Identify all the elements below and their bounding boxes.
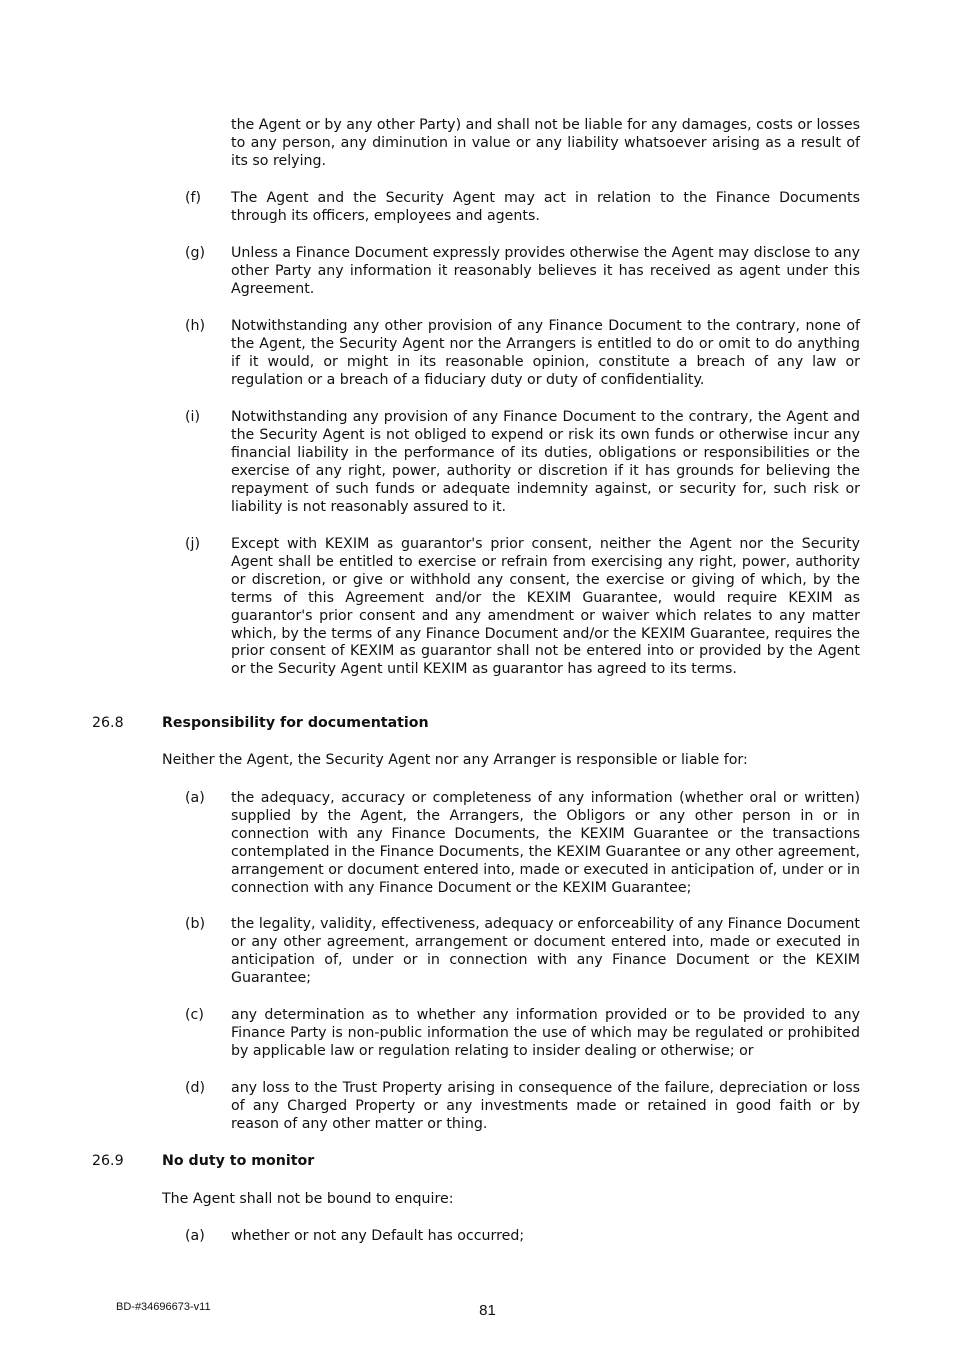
section-268-number: 26.8 xyxy=(92,715,124,731)
section-269-intro: The Agent shall not be bound to enquire: xyxy=(162,1191,454,1207)
item-268-c-label: (c) xyxy=(185,1007,204,1023)
clause-j-label: (j) xyxy=(185,536,201,552)
clause-f-label: (f) xyxy=(185,190,202,206)
section-269-title: No duty to monitor xyxy=(162,1153,315,1169)
item-268-a-text: the adequacy, accuracy or completeness of any information (whether oral or written) supplied by the Agent, the Arrangers, the Obligors or any other person in or in connection with any Finance Documents, the KEXIM Guarantee or the transactions contemplated in the Finance Documents, the KEXIM Guarantee or any other agreement, arrangement or document entered into, made or executed in anticipation of, under or in connection with any Finance Document or the KEXIM Guarantee; xyxy=(231,790,860,896)
continuation-paragraph: the Agent or by any other Party) and shall not be liable for any damages, costs or losses to any person, any diminution in value or any liability whatsoever arising as a result of its so relying. xyxy=(231,117,860,169)
section-268-intro: Neither the Agent, the Security Agent nor any Arranger is responsible or liable for: xyxy=(162,752,748,768)
item-268-c-text: any determination as to whether any information provided or to be provided to any Finance Party is non-public information the use of which may be regulated or prohibited by applicable law or regulation relating to insider dealing or otherwise; or xyxy=(231,1007,860,1059)
clause-f-text: The Agent and the Security Agent may act in relation to the Finance Documents through its officers, employees and agents. xyxy=(231,190,860,224)
clause-g-text: Unless a Finance Document expressly provides otherwise the Agent may disclose to any other Party any information it reasonably believes it has received as agent under this Agreement. xyxy=(231,245,860,297)
section-268-title: Responsibility for documentation xyxy=(162,715,429,731)
clause-i-text: Notwithstanding any provision of any Finance Document to the contrary, the Agent and the Security Agent is not obliged to expend or risk its own funds or otherwise incur any financial liability in the performance of its duties, obligations or responsibilities or the exercise of any right, power, authority or discretion if it has grounds for believing the repayment of such funds or adequate indemnity against, or security for, such risk or liability is not reasonably assured to it. xyxy=(231,409,860,515)
item-268-d-text: any loss to the Trust Property arising in consequence of the failure, depreciation or loss of any Charged Property or any investments made or retained in good faith or by reason of any other matter or thing. xyxy=(231,1080,860,1132)
item-269-a-text: whether or not any Default has occurred; xyxy=(231,1228,525,1244)
clause-h-text: Notwithstanding any other provision of any Finance Document to the contrary, none of the Agent, the Security Agent nor the Arrangers is entitled to do or omit to do anything if it would, or might in its reasonable opinion, constitute a breach of any law or regulation or a breach of a fiduciary duty or duty of confidentiality. xyxy=(231,318,860,388)
item-268-a-label: (a) xyxy=(185,790,205,806)
clause-g-label: (g) xyxy=(185,245,206,261)
item-269-a-label: (a) xyxy=(185,1228,205,1244)
item-268-b-text: the legality, validity, effectiveness, adequacy or enforceability of any Finance Document or any other agreement, arrangement or document entered into, made or executed in anticipation of, under or in connection with any Finance Document or the KEXIM Guarantee; xyxy=(231,916,860,986)
item-268-b-label: (b) xyxy=(185,916,206,932)
document-reference: BD-#34696673-v11 xyxy=(116,1301,211,1313)
clause-j-text: Except with KEXIM as guarantor's prior consent, neither the Agent nor the Security Agent shall be entitled to exercise or refrain from exercising any right, power, authority or discretion, or give or withhold any consent, the exercise or giving of which, by the terms of this Agreement and/or the KEXIM Guarantee, would require KEXIM as guarantor's prior consent and any amendment or waiver which relates to any matter which, by the terms of any Finance Document and/or the KEXIM Guarantee, requires the prior consent of KEXIM as guarantor shall not be entered into or provided by the Agent or the Security Agent until KEXIM as guarantor has agreed to its terms. xyxy=(231,536,860,678)
section-269-number: 26.9 xyxy=(92,1153,124,1169)
clause-i-label: (i) xyxy=(185,409,201,425)
item-268-d-label: (d) xyxy=(185,1080,206,1096)
clause-h-label: (h) xyxy=(185,318,206,334)
page-number: 81 xyxy=(479,1302,496,1319)
